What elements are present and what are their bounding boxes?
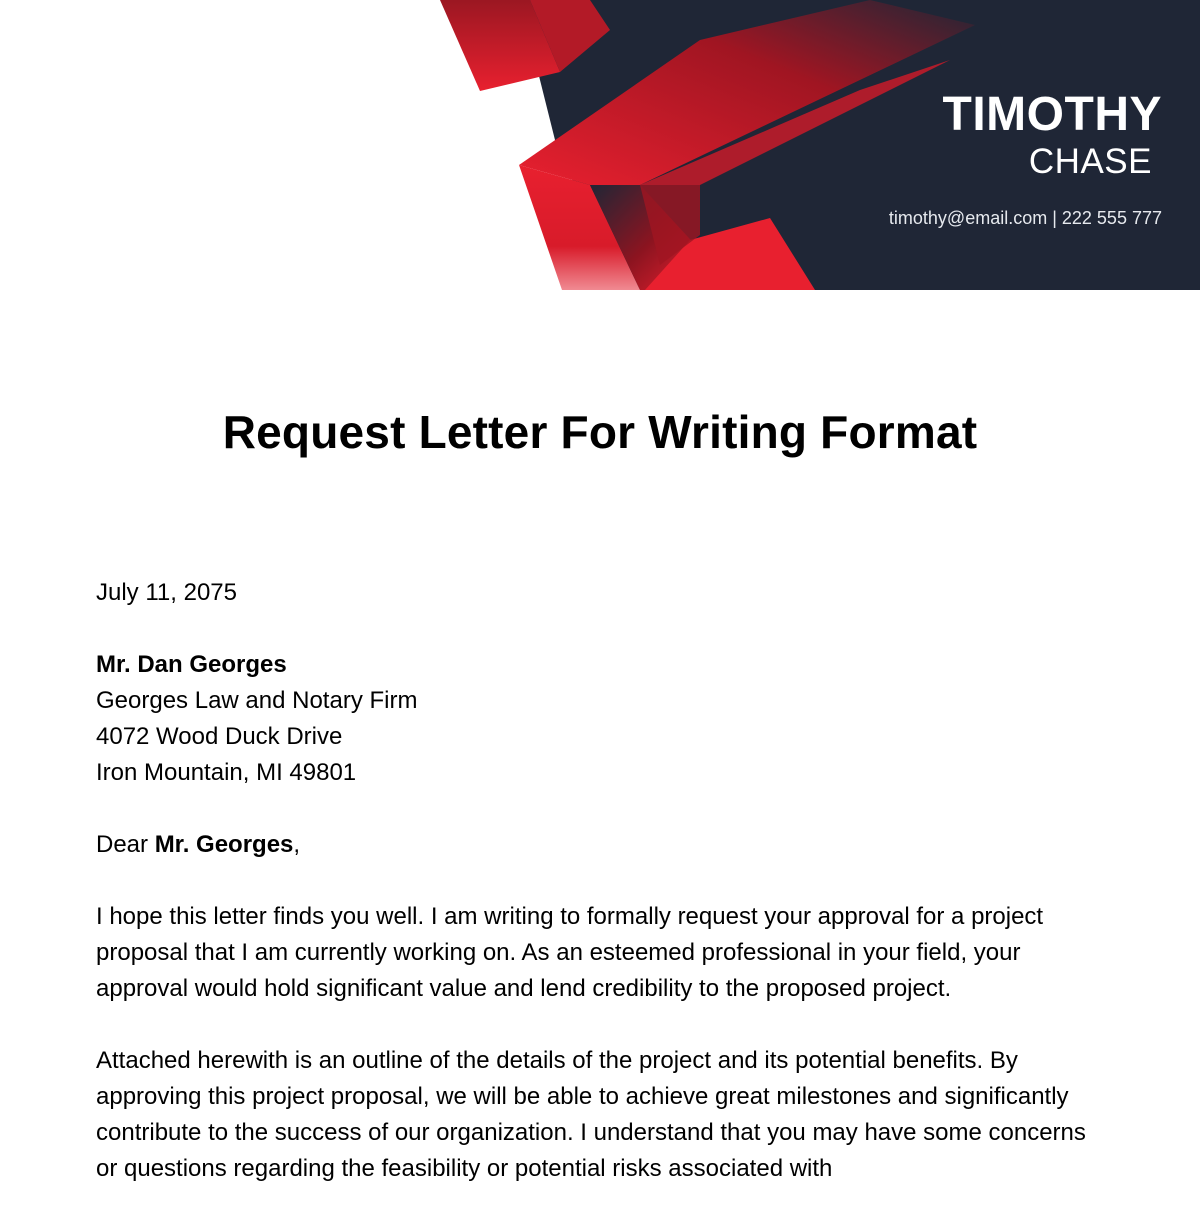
salutation-suffix: , <box>293 831 301 858</box>
letter-date: July 11, 2075 <box>96 579 237 606</box>
recipient-address <box>96 647 1106 791</box>
salutation-prefix: Dear <box>96 831 155 858</box>
salutation-name: Mr. Georges <box>154 831 294 858</box>
sender-last-name: CHASE <box>1028 142 1152 181</box>
sender-name <box>943 88 1162 182</box>
salutation <box>96 827 1106 863</box>
sender-contact: timothy@email.com | 222 555 777 <box>888 208 1162 228</box>
letter-paragraph: I hope this letter finds you well. I am writing to formally request your approval for a project proposal that I am currently working on. As an esteemed professional in your field, your approval would hold significant value and lend credibility to the proposed project. <box>96 903 1044 1002</box>
document-title: Request Letter For Writing Format <box>222 406 978 458</box>
recipient-company: Georges Law and Notary Firm <box>96 687 418 714</box>
letter-body <box>96 575 1106 1223</box>
letter-paragraph: Attached herewith is an outline of the details of the project and its potential benefits. By approving this project proposal, we will be able to achieve great milestones and significantly contribute to the success of our organization. I understand that you may have some concerns or questions regarding the feasibility or potential risks associated with <box>96 1047 1086 1182</box>
recipient-street: 4072 Wood Duck Drive <box>96 723 343 750</box>
sender-first-name: TIMOTHY <box>942 88 1162 141</box>
recipient-city: Iron Mountain, MI 49801 <box>96 759 357 786</box>
recipient-name: Mr. Dan Georges <box>96 651 287 678</box>
